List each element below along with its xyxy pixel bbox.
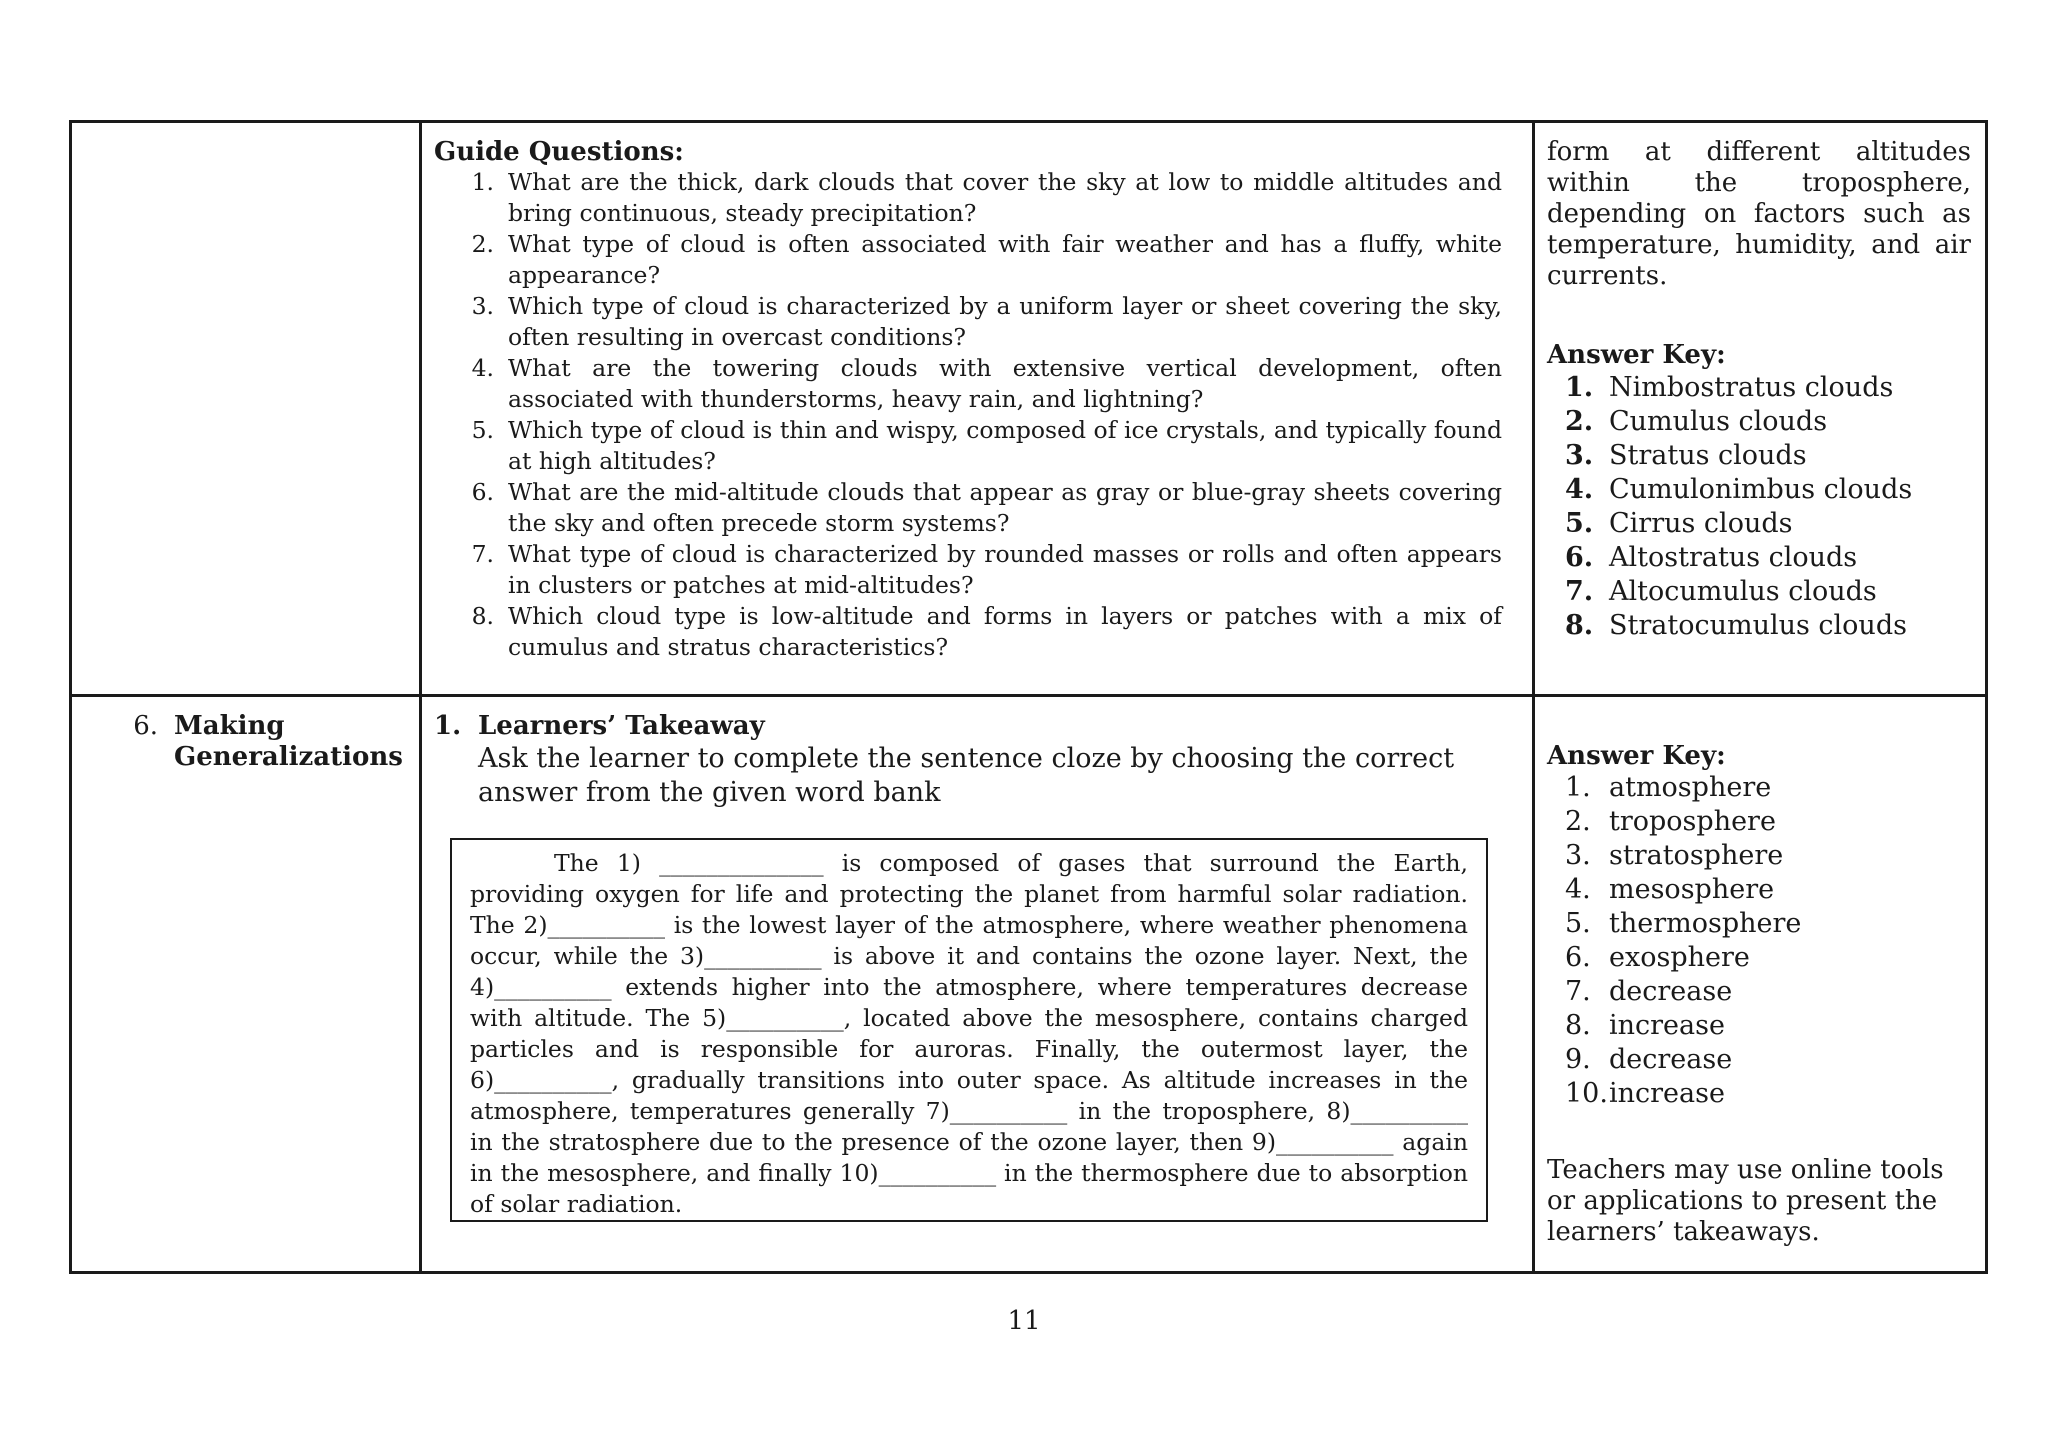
answer-number: 4. (1565, 474, 1594, 505)
list-item (434, 539, 1502, 601)
question-number: 4. (471, 354, 494, 382)
table-row (71, 696, 1987, 1273)
answer-number: 2. (1565, 806, 1591, 837)
list-item (1547, 907, 1971, 941)
takeaway-cell (421, 696, 1534, 1273)
answer-number: 1. (1565, 372, 1594, 403)
question-text: Which cloud type is low-altitude and forms in layers or patches with a mix of cumulus and stratus characteristics? (508, 602, 1502, 661)
answer-text: increase (1609, 1010, 1725, 1041)
question-number: 5. (471, 416, 494, 444)
answer-text: Altostratus clouds (1609, 542, 1858, 573)
answer-text: Cumulus clouds (1609, 406, 1828, 437)
answer-key-cell (1534, 696, 1987, 1273)
answer-number: 8. (1565, 610, 1594, 641)
answer-text: Stratus clouds (1609, 440, 1807, 471)
guide-questions-list (434, 167, 1502, 663)
takeaway-title: Learners’ Takeaway (478, 711, 765, 741)
answer-text: increase (1609, 1078, 1725, 1109)
list-item (1547, 575, 1971, 609)
list-item (1547, 405, 1971, 439)
answer-number: 1. (1565, 772, 1591, 803)
answer-key-list (1547, 771, 1971, 1111)
list-item (1547, 941, 1971, 975)
list-item (434, 167, 1502, 229)
list-item (434, 415, 1502, 477)
question-number: 1. (471, 168, 494, 196)
answer-text: thermosphere (1609, 908, 1802, 939)
list-item (1547, 541, 1971, 575)
question-text: What type of cloud is characterized by rounded masses or rolls and often appears in clusters or patches at mid-altitudes? (508, 540, 1502, 599)
list-item (1547, 873, 1971, 907)
question-text: Which type of cloud is characterized by a uniform layer or sheet covering the sky, often resulting in overcast conditions? (508, 292, 1502, 351)
answer-number: 2. (1565, 406, 1594, 437)
answer-number: 5. (1565, 908, 1591, 939)
list-item (434, 601, 1502, 663)
list-item (434, 229, 1502, 291)
question-number: 7. (471, 540, 494, 568)
question-text: What are the thick, dark clouds that cover the sky at low to middle altitudes and bring continuous, steady precipitation? (508, 168, 1502, 227)
takeaway-number: 1. (434, 711, 462, 741)
question-number: 2. (471, 230, 494, 258)
question-number: 8. (471, 602, 494, 630)
list-item (1547, 473, 1971, 507)
teacher-note: Teachers may use online tools or applications to present the learners’ takeaways. (1547, 1155, 1944, 1247)
question-text: What are the mid-altitude clouds that appear as gray or blue-gray sheets covering the sky and often precede storm systems? (508, 478, 1502, 537)
guide-questions-cell (421, 122, 1534, 696)
answer-number: 7. (1565, 976, 1591, 1007)
answer-text: Cumulonimbus clouds (1609, 474, 1913, 505)
takeaway-heading (434, 711, 1504, 742)
question-text: Which type of cloud is thin and wispy, composed of ice crystals, and typically found at high altitudes? (508, 416, 1502, 475)
answer-number: 6. (1565, 542, 1594, 573)
notes-cell (1534, 122, 1987, 696)
step-cell (71, 696, 421, 1273)
answer-text: atmosphere (1609, 772, 1772, 803)
page-number: 11 (1007, 1306, 1041, 1336)
question-number: 3. (471, 292, 494, 320)
answer-number: 10. (1565, 1078, 1608, 1109)
answer-text: Nimbostratus clouds (1609, 372, 1894, 403)
step-title-line-2: Generalizations (174, 742, 403, 772)
list-item (1547, 371, 1971, 405)
step-number: 6. (133, 711, 158, 741)
list-item (434, 291, 1502, 353)
list-item (1547, 1043, 1971, 1077)
guide-questions-title: Guide Questions: (434, 137, 684, 167)
notes-intro-text: form at different altitudes within the troposphere, depending on factors such as temperature, humidity, and air currents. (1547, 137, 1971, 291)
answer-number: 6. (1565, 942, 1591, 973)
list-item (434, 477, 1502, 539)
list-item (434, 353, 1502, 415)
answer-text: Stratocumulus clouds (1609, 610, 1907, 641)
list-item (1547, 975, 1971, 1009)
table-row (71, 122, 1987, 696)
answer-text: Altocumulus clouds (1609, 576, 1877, 607)
step-title (174, 711, 403, 773)
question-text: What type of cloud is often associated with fair weather and has a fluffy, white appearance? (508, 230, 1502, 289)
step-title-line-1: Making (174, 711, 285, 741)
list-item (1547, 771, 1971, 805)
lesson-table (69, 120, 1988, 1274)
answer-text: decrease (1609, 976, 1733, 1007)
answer-number: 3. (1565, 840, 1591, 871)
list-item (1547, 439, 1971, 473)
answer-number: 9. (1565, 1044, 1591, 1075)
step-heading (72, 711, 409, 773)
step-cell-empty (71, 122, 421, 696)
cloze-passage-box (450, 838, 1488, 1222)
list-item (1547, 1077, 1971, 1111)
list-item (1547, 609, 1971, 643)
answer-number: 8. (1565, 1010, 1591, 1041)
list-item (1547, 839, 1971, 873)
question-text: What are the towering clouds with extensive vertical development, often associated with thunderstorms, heavy rain, and lightning? (508, 354, 1502, 413)
cloze-passage-text: The 1) ______________ is composed of gases that surround the Earth, providing oxygen for life and protecting the planet from harmful solar radiation. The 2)__________ is the lowest layer of the atmosphere, where weather phenomena occur, while the 3)__________ is above it and contains the ozone layer. Next, the 4)__________ extends higher into the atmosphere, where temperatures decrease with altitude. The 5)__________, located above the mesosphere, contains charged particles and is responsible for auroras. Finally, the outermost layer, the 6)__________, gradually transitions into outer space. As altitude increases in the atmosphere, temperatures generally 7)__________ in the troposphere, 8)__________ in the stratosphere due to the presence of the ozone layer, then 9)__________ again in the mesosphere, and finally 10)__________ in the thermosphere due to absorption of solar radiation. (470, 849, 1468, 1218)
list-item (1547, 1009, 1971, 1043)
answer-key-list (1547, 371, 1971, 643)
answer-text: decrease (1609, 1044, 1733, 1075)
answer-key-title: Answer Key: (1547, 340, 1726, 370)
question-number: 6. (471, 478, 494, 506)
answer-number: 7. (1565, 576, 1594, 607)
answer-text: exosphere (1609, 942, 1750, 973)
takeaway-instruction: Ask the learner to complete the sentence cloze by choosing the correct answer from the given word bank (478, 743, 1455, 808)
answer-number: 3. (1565, 440, 1594, 471)
answer-text: Cirrus clouds (1609, 508, 1793, 539)
answer-text: troposphere (1609, 806, 1776, 837)
list-item (1547, 805, 1971, 839)
answer-number: 5. (1565, 508, 1594, 539)
list-item (1547, 507, 1971, 541)
answer-text: stratosphere (1609, 840, 1784, 871)
answer-text: mesosphere (1609, 874, 1775, 905)
answer-key-title: Answer Key: (1547, 741, 1726, 771)
answer-number: 4. (1565, 874, 1591, 905)
